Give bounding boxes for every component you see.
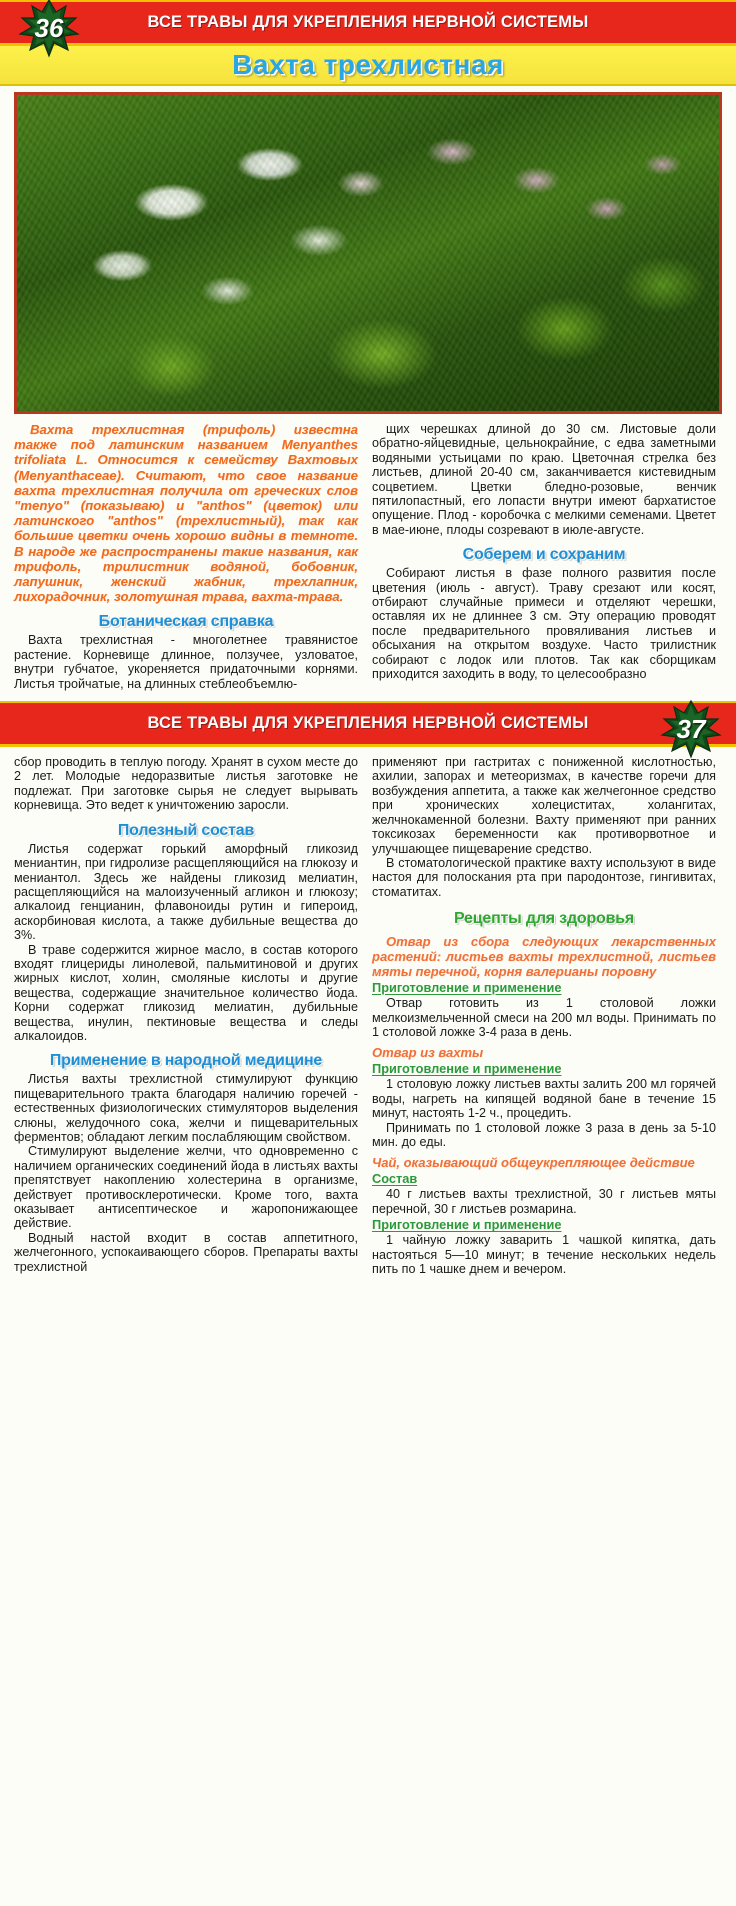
page36-columns <box>0 414 736 691</box>
recipe-preparation-text: 1 чайную ложку заварить 1 чашкой кипятка, дать настояться 5—10 минут; в течение нескольких недель пить по 1 чашке днем и вечером. <box>372 1233 716 1276</box>
series-title-36: ВСЕ ТРАВЫ ДЛЯ УКРЕПЛЕНИЯ НЕРВНОЙ СИСТЕМЫ <box>147 13 589 31</box>
folk-paragraph-2: Стимулируют выделение желчи, что одновременно с наличием органических соединений йода в листьях вахты препятствует накоплению холестерина в организме, действует противосклеротически. Кроме того, вахта оказывает антисептическое и жаропонижающее действие. <box>14 1144 358 1231</box>
heading-harvest: Соберем и сохраним <box>462 546 626 564</box>
recipe-preparation-text: 1 столовую ложку листьев вахты залить 200 мл горячей воды, нагреть на кипящей водяной бане в течение 15 минут, настоять 1-2 ч., процедить. <box>372 1077 716 1121</box>
heading-folk-medicine: Применение в народной медицине <box>49 1052 323 1070</box>
botanical-paragraph-left: Вахта трехлистная - многолетнее травянистое растение. Корневище длинное, ползучее, узловатое, внутри губчатое, укореняется придаточными корнями. Листья тройчатые, на длинных стеблеобъемлю- <box>14 633 358 691</box>
page37-left-column <box>14 755 358 1276</box>
harvest-paragraph: Собирают листья в фазе полного развития после цветения (июль - август). Траву срезают или косят, отбирают случайные примеси и отделяют черешки, оставляя их не длиннее 3 см. Эту операцию проводят после предварительного провяливания листьев и обсыхания на открытом воздухе. Часто трилистник собирают с лодок или плотов. Так как сборщикам приходится заходить в воду, то целесообразно <box>372 566 716 682</box>
continuation-paragraph: сбор проводить в теплую погоду. Хранят в сухом месте до 2 лет. Молодые недоразвитые листья заготовке не подлежат. При заготовке сырья не следует вырывать корневища. Это ведет к уничтожению заросли. <box>14 755 358 813</box>
leaf-badge-36 <box>18 0 80 58</box>
heading-botanical-reference: Ботаническая справка <box>98 613 274 631</box>
recipe-title: Чай, оказывающий общеукрепляющее действие <box>372 1155 695 1171</box>
plant-photo <box>17 95 719 411</box>
recipe-title: Отвар из вахты <box>372 1045 484 1061</box>
composition-paragraph-1: Листья содержат горький аморфный гликозид мениантин, при гидролизе расщепляющийся на глюкозу и мениантол. Здесь же найдены гликозид мелиатин, расщепляющийся на малоизученный агликон и глюкозу; алкалоид генцианин, флавоноиды рутин и гипероид, аскорбиновая кислота, а также дубильные вещества до 3%. <box>14 841 358 943</box>
recipe-preparation-label: Приготовление и применение <box>372 1061 562 1077</box>
recipe-composition-label: Состав <box>372 1171 418 1187</box>
recipe-preparation-label: Приготовление и применение <box>372 1217 562 1233</box>
heading-composition: Полезный состав <box>117 821 255 839</box>
plant-photo-frame <box>14 92 722 414</box>
composition-paragraph-2: В траве содержится жирное масло, в состав которого входят глицериды линолевой, пальмитиновой и других жирных кислот, холин, смоляные кислоты и другие вещества, содержащие значительное количество йода. Корни содержат гликозид мелиатин, дубильные вещества, инулин, пектиновые вещества и следы алкалоидов. <box>14 942 358 1043</box>
series-title-37: ВСЕ ТРАВЫ ДЛЯ УКРЕПЛЕНИЯ НЕРВНОЙ СИСТЕМЫ <box>147 714 589 733</box>
recipe-title: Отвар из сбора следующих лекарственных растений: листьев вахты трехлистной, листьев мяты перечной, корня валерианы поровну <box>372 934 716 980</box>
recipe-item <box>372 934 716 1039</box>
page-number-36: 36 <box>34 12 64 43</box>
heading-recipes: Рецепты для здоровья <box>453 910 635 928</box>
page37-columns <box>0 747 736 1276</box>
recipe-item <box>372 1155 716 1276</box>
folk-paragraph-5: В стоматологической практике вахту используют в виде настоя для полоскания рта при пародонтозе, гингивитах, стоматитах. <box>372 855 716 899</box>
page37-right-column <box>372 755 716 1276</box>
page-header-banner-37 <box>0 701 736 747</box>
page-header-banner-36 <box>0 0 736 46</box>
page-number-37: 37 <box>676 713 706 744</box>
recipe-preparation-label: Приготовление и применение <box>372 980 562 996</box>
folk-paragraph-1: Листья вахты трехлистной стимулируют функцию пищеварительного тракта благодаря наличию горечей - естественных физиологических стимуляторов выделения слюны, желудочного сока, желчи и пищеварительных ферментов; обладают легким послабляющим свойством. <box>14 1072 358 1144</box>
page36-right-column <box>372 422 716 691</box>
recipe-item <box>372 1045 716 1149</box>
plant-title: Вахта трехлистная <box>232 49 504 80</box>
page36-left-column <box>14 422 358 691</box>
recipe-composition-text: 40 г листьев вахты трехлистной, 30 г листьев мяты перечной, 30 г листьев розмарина. <box>372 1187 716 1216</box>
intro-paragraph: Вахта трехлистная (трифоль) известна также под латинским названием Menyanthes trifoliata L. Относится к семейству Вахтовых (Menyanthaceae). Считают, что свое название вахта трехлистная получила от греческих слов "menyo" (показываю) и "anthos" (цветок) или латинского "anthos" (трехлистный), так как большие цветки очень хорошо видны в темноте. В народе же распространены такие названия, как трифоль, трилистник водяной, бобовник, лапушник, женский жабник, трехлапник, лихорадочник, золотушная трава, вахта-трава. <box>14 422 358 605</box>
folk-paragraph-4: применяют при гастритах с пониженной кислотностью, ахилии, запорах и метеоризмах, в качестве горечи для возбуждения аппетита, а также как желчегонное средство при хронических холециститах, холангитах, желчнокаменной болезни. Вахту применяют при ранних токсикозах беременности как противорвотное и улучшающее пищеварение средство. <box>372 755 716 856</box>
leaf-badge-37 <box>660 699 722 759</box>
plant-title-bar <box>0 46 736 86</box>
folk-paragraph-3: Водный настой входит в состав аппетитного, желчегонного, успокаивающего сборов. Препараты вахты трехлистной <box>14 1230 358 1274</box>
recipe-dosage-text: Принимать по 1 столовой ложке 3 раза в день за 5-10 мин. до еды. <box>372 1120 716 1149</box>
botanical-paragraph-right: щих черешках длиной до 30 см. Листовые доли обратно-яйцевидные, цельнокрайние, с едва заметными водяными устьицами по краю. Цветочная стрелка без листьев, длиной 20-40 см, заканчивается кистевидным соцветием. Цветки бледно-розовые, венчик пятилопастный, его лопасти внутри имеют бархатистое опущение. Плод - коробочка с мелкими семенами. Цветет в мае-июне, плоды созревают в июле-августе. <box>372 422 716 537</box>
recipe-preparation-text: Отвар готовить из 1 столовой ложки мелкоизмельченной смеси на 200 мл воды. Принимать по 1 столовой ложке 3-4 раза в день. <box>372 996 716 1039</box>
